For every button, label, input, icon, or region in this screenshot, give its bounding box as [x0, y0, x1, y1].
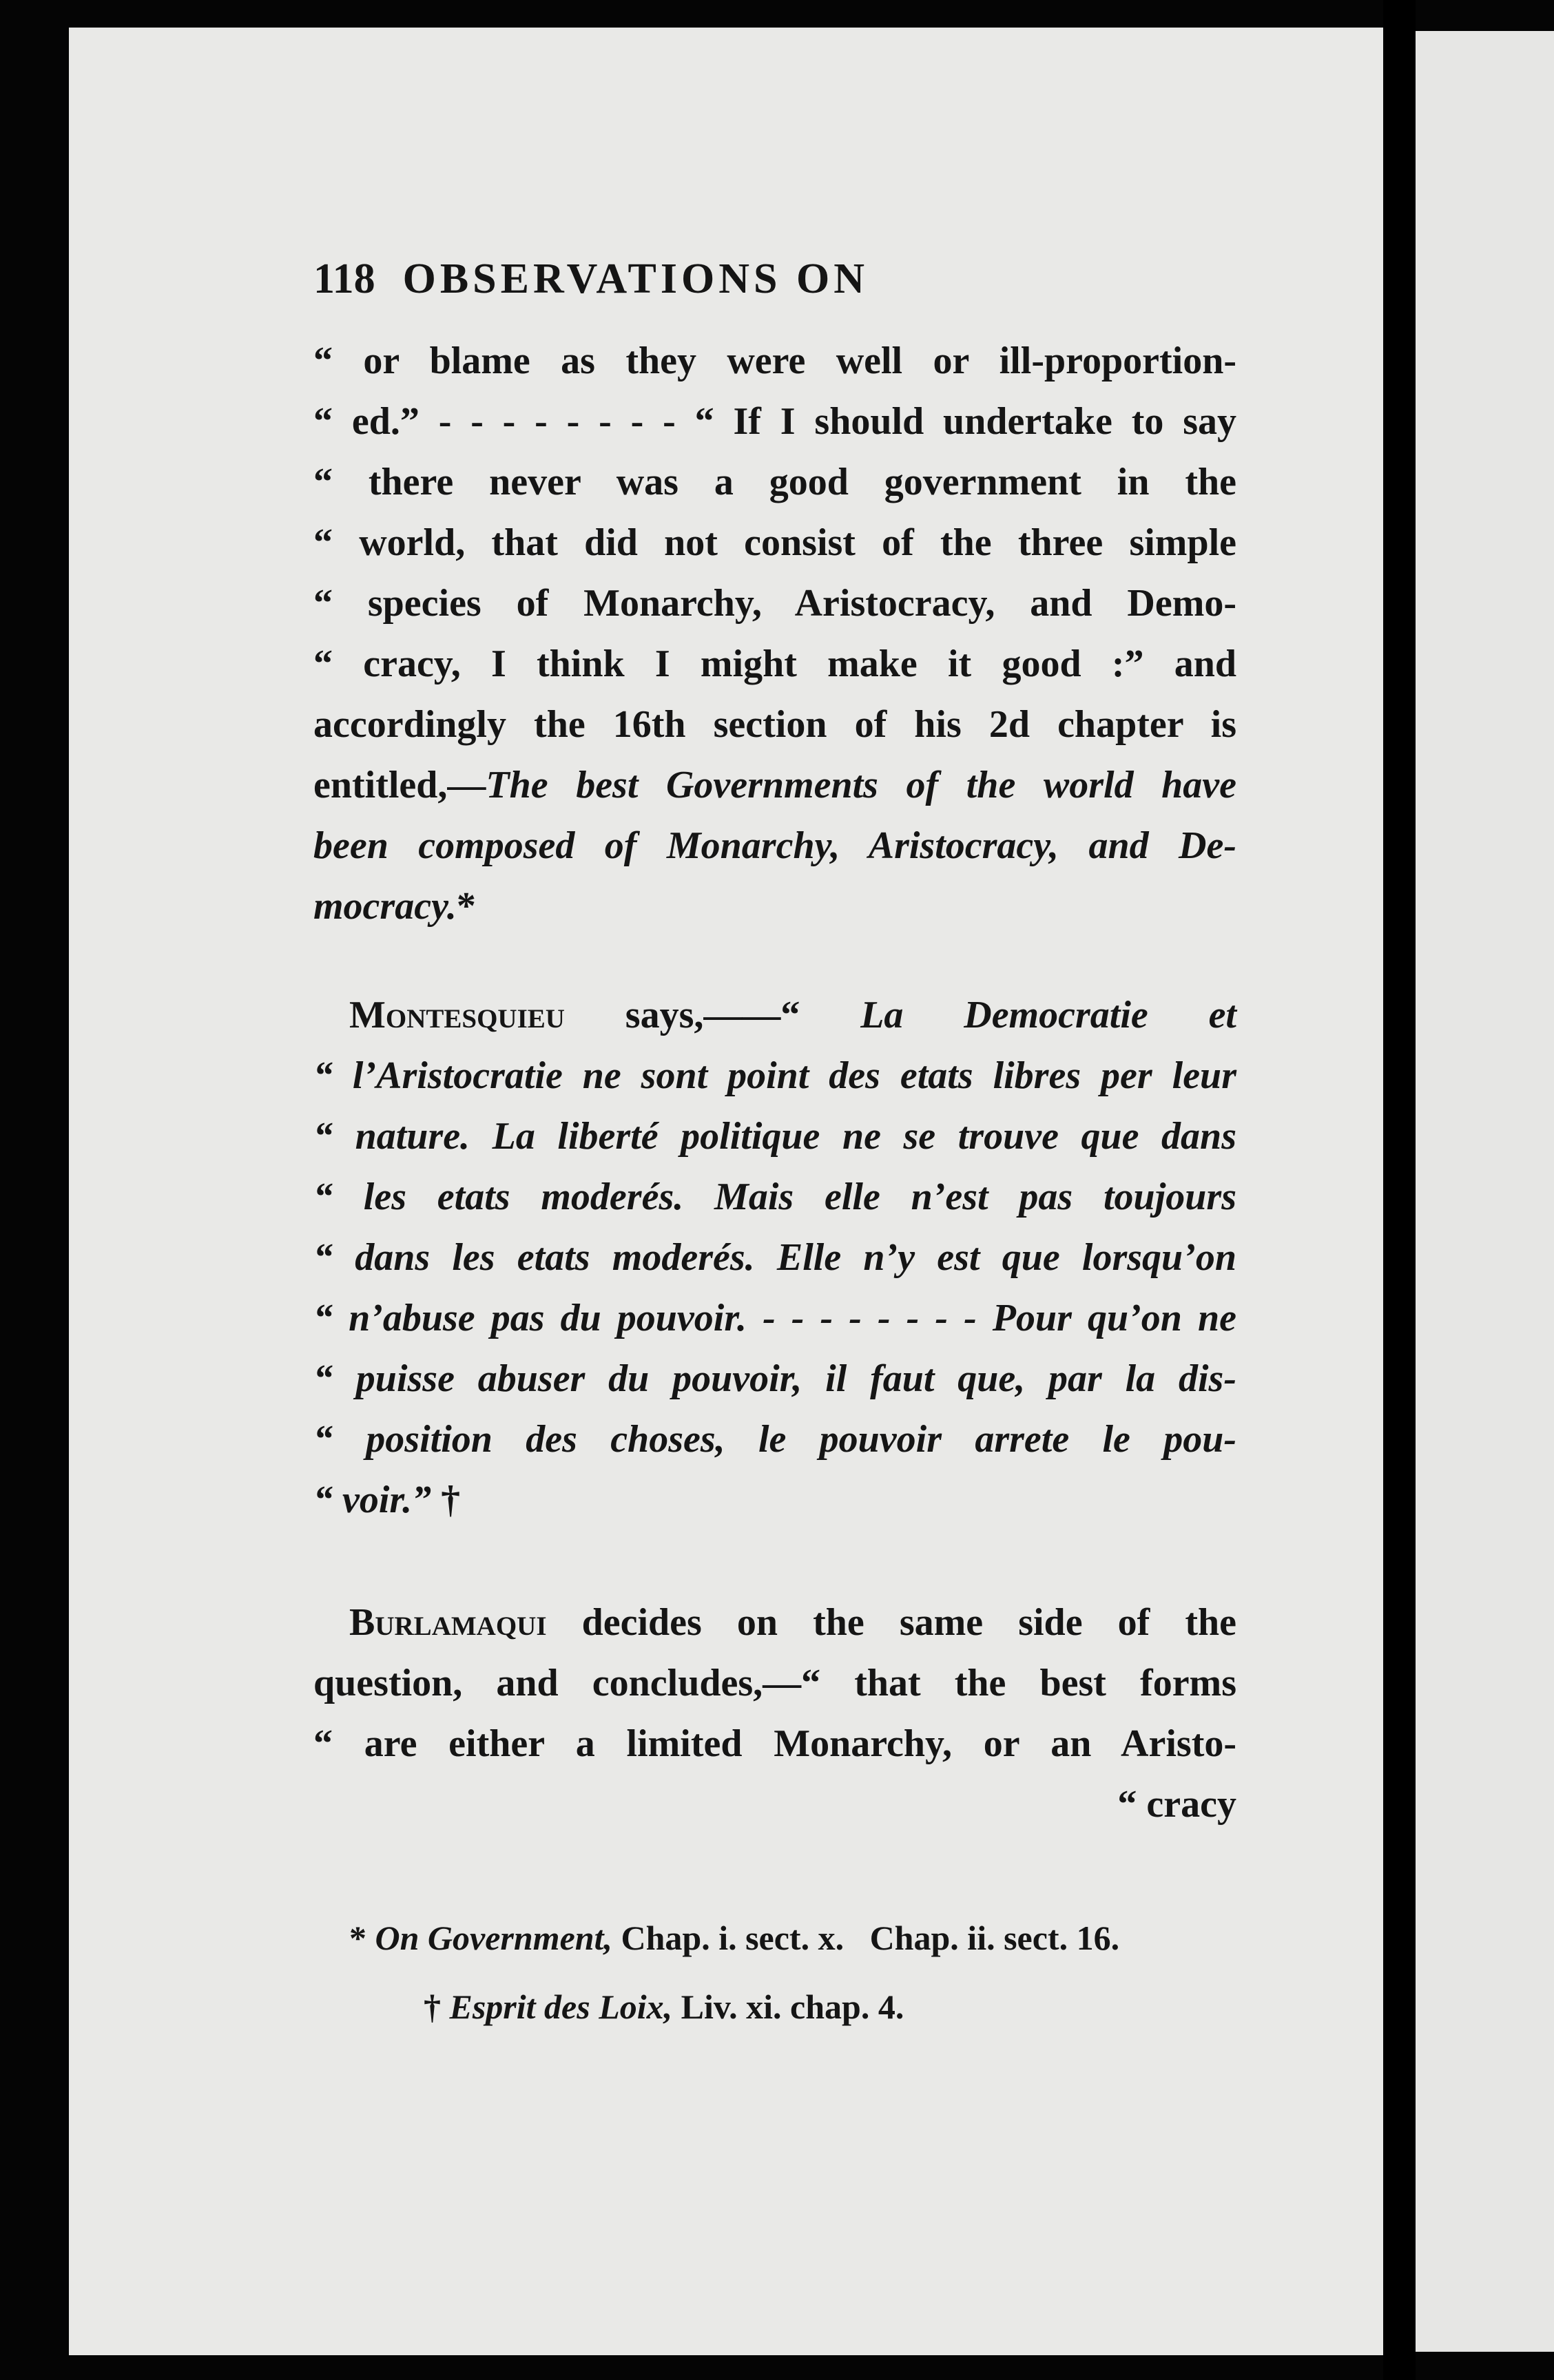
italic-title: The best Governments of the world have: [486, 764, 1236, 806]
text-line: [313, 1409, 1236, 1470]
footnote-1: [313, 1903, 1236, 1972]
running-title: OBSERVATIONS ON: [402, 255, 869, 302]
italic-quote: “ voir.”: [313, 1479, 432, 1521]
text-line: accordingly the 16th section of his 2d chapter is: [313, 703, 1236, 746]
footnote-title: Esprit des Loix,: [449, 1987, 673, 2026]
italic-quote: “ position des choses, le pouvoir arrete le pou-: [313, 1418, 1236, 1461]
text-line: “ species of Monarchy, Aristocracy, and Demo-: [313, 582, 1236, 625]
footnotes: [313, 1903, 1236, 2041]
text-line: [313, 755, 1236, 815]
italic-title: been composed of Monarchy, Aristocracy, and De-: [313, 824, 1236, 867]
text-line: [313, 1106, 1236, 1167]
italic-title: mocracy.: [313, 885, 457, 928]
footnote-marker: †: [431, 1479, 461, 1521]
footnote-reference: Chap. i. sect. x. Chap. ii. sect. 16.: [612, 1919, 1120, 1957]
paragraph-2: [313, 985, 1236, 1530]
text-line: [313, 1592, 1236, 1653]
text-line: “ world, that did not consist of the three simple: [313, 521, 1236, 564]
italic-quote: “ les etats moderés. Mais elle n’est pas toujours: [313, 1176, 1236, 1218]
text-line: “ cracy, I think I might make it good :” and: [313, 643, 1236, 685]
footnote-title: On Government,: [375, 1919, 612, 1957]
text-line: [313, 1167, 1236, 1227]
text-line: question, and concludes,—“ that the best forms: [313, 1662, 1236, 1704]
footnote-2: [313, 1972, 1236, 2041]
text-line: [313, 1470, 1236, 1530]
text-line: [313, 985, 1236, 1045]
italic-quote: La Democratie et: [860, 994, 1236, 1036]
page-gutter: [1383, 0, 1416, 2380]
italic-quote: “ n’abuse pas du pouvoir. - - - - - - - - Pour qu’on ne: [313, 1297, 1236, 1339]
text-line: [313, 1348, 1236, 1409]
author-name: Montesquieu: [349, 994, 565, 1036]
catchword: “ cracy: [1117, 1783, 1236, 1826]
text-line: [313, 876, 1236, 937]
text-span: entitled,—: [313, 764, 486, 806]
italic-quote: “ l’Aristocratie ne sont point des etats libres per leur: [313, 1054, 1236, 1097]
text-line: [313, 815, 1236, 876]
running-header: [313, 255, 1236, 331]
text-span: says,——“: [564, 994, 861, 1036]
page-number: 118: [313, 255, 375, 302]
footnote-marker: †: [424, 1987, 450, 2026]
footnote-reference: Liv. xi. chap. 4.: [672, 1987, 904, 2026]
footnote-marker: *: [456, 885, 476, 928]
paragraph-3: [313, 1592, 1236, 1835]
text-span: decides on the same side of the: [546, 1601, 1236, 1644]
italic-quote: “ nature. La liberté politique ne se trouve que dans: [313, 1115, 1236, 1158]
page-text: [313, 255, 1236, 2041]
paragraph-1: [313, 331, 1236, 937]
text-line: [313, 1045, 1236, 1106]
text-line: “ ed.” - - - - - - - - “ If I should undertake to say: [313, 400, 1236, 443]
italic-quote: “ dans les etats moderés. Elle n’y est que lorsqu’on: [313, 1236, 1236, 1279]
italic-quote: “ puisse abuser du pouvoir, il faut que, par la dis-: [313, 1357, 1236, 1400]
adjacent-page-edge: [1416, 31, 1554, 2352]
text-line: “ or blame as they were well or ill-proportion-: [313, 340, 1236, 382]
text-line: [313, 1288, 1236, 1348]
text-line: “ are either a limited Monarchy, or an Aristo-: [313, 1722, 1236, 1765]
text-line: [313, 1227, 1236, 1288]
text-line: “ there never was a good government in the: [313, 461, 1236, 503]
footnote-marker: *: [349, 1919, 375, 1957]
author-name: Burlamaqui: [349, 1601, 547, 1644]
